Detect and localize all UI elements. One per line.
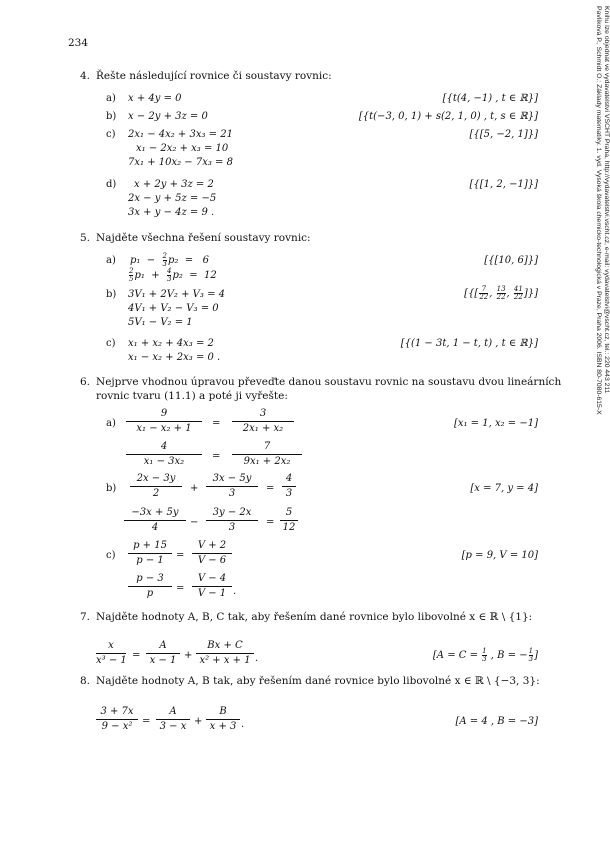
p5b-equation-2: 4V₁ + V₂ − V₃ = 0 xyxy=(128,303,219,314)
p7-lhs: x x³ − 1 xyxy=(96,640,127,666)
equals-sign: = xyxy=(132,650,141,661)
problem-5-text: Najděte všechna řešení soustavy rovnic: xyxy=(96,232,311,244)
p6a-label: a) xyxy=(106,418,116,429)
p6b-eq1-rhs: 4 3 xyxy=(282,473,296,500)
p5b-label: b) xyxy=(106,289,117,300)
equals-sign: = xyxy=(142,716,151,727)
p4a-label: a) xyxy=(106,93,116,104)
problem-6-text-line-1: Nejprve vhodnou úpravou převeďte danou soustavu rovnic na soustavu dvou lineárních xyxy=(96,376,562,388)
p4b-answer: [{t(−3, 0, 1) + s(2, 1, 0) , t, s ∈ ℝ}] xyxy=(358,111,538,122)
problem-8-number: 8. xyxy=(80,675,91,687)
p4c-equation-1: 2x₁ − 4x₂ + 3x₃ = 21 xyxy=(128,129,233,140)
plus-sign: + xyxy=(190,483,199,494)
plus-sign: + xyxy=(194,716,203,727)
p8-answer: [A = 4 , B = −3] xyxy=(455,716,538,727)
problem-6-number: 6. xyxy=(80,376,91,388)
p6c-eq1-rhs: V + 2 V − 6 xyxy=(192,540,232,567)
p6b-eq2-rhs: 5 12 xyxy=(280,507,298,534)
p6c-eq2-rhs: V − 4 V − 1 xyxy=(192,573,232,600)
p8-term-a: A 3 − x xyxy=(156,706,190,733)
p6b-eq2-term1: −3x + 5y 4 xyxy=(124,507,186,534)
p6a-eq1-rhs: 3 2x₁ + x₂ xyxy=(232,408,294,435)
p4d-equation-1: x + 2y + 3z = 2 xyxy=(134,179,214,190)
p5c-equation-1: x₁ + x₂ + 4x₃ = 2 xyxy=(128,338,214,349)
p6c-answer: [p = 9, V = 10] xyxy=(461,550,538,561)
publisher-sidebar xyxy=(592,6,610,606)
problem-4-number: 4. xyxy=(80,70,91,82)
p5c-equation-2: x₁ − x₂ + 2x₃ = 0 . xyxy=(128,352,221,363)
p6b-answer: [x = 7, y = 4] xyxy=(470,483,538,494)
p6a-eq2-rhs: 7 9x₁ + 2x₂ xyxy=(232,441,302,468)
p5a-equation-1: p₁ − $\frac{2}{3}$ p₂ = 6 xyxy=(130,252,210,268)
p4a-answer: [{t(4, −1) , t ∈ ℝ}] xyxy=(442,93,538,104)
p4b-equation: x − 2y + 3z = 0 xyxy=(128,111,208,122)
equals-sign: = xyxy=(212,451,221,462)
p4d-equation-2: 2x − y + 5z = −5 xyxy=(128,193,217,204)
equals-sign: = xyxy=(266,483,275,494)
p8-term-b: B x + 3 xyxy=(206,706,240,733)
p4c-equation-3: 7x₁ + 10x₂ − 7x₃ = 8 xyxy=(128,157,233,168)
equals-sign: = xyxy=(212,418,221,429)
p4d-answer: [{[1, 2, −1]}] xyxy=(469,179,538,190)
p5a-label: a) xyxy=(106,255,116,266)
p5a-answer: [{[10, 6]}] xyxy=(484,255,538,266)
problem-6-text-line-2: rovnic tvaru (11.1) a poté ji vyřešte: xyxy=(96,390,288,402)
p4d-label: d) xyxy=(106,179,117,190)
p5c-label: c) xyxy=(106,338,116,349)
equals-sign: = xyxy=(266,517,275,528)
p6b-eq1-term1: 2x − 3y 2 xyxy=(130,473,182,500)
p4d-equation-3: 3x + y − 4z = 9 . xyxy=(128,207,215,218)
period: . xyxy=(233,586,237,597)
p4b-label: b) xyxy=(106,111,117,122)
period: . xyxy=(241,719,245,730)
p5b-answer: [{[ $\frac{7}{22}$ , $\frac{13}{22}$ , $\frac{41}{22}$ ]}] xyxy=(464,285,538,301)
p6a-answer: [x₁ = 1, x₂ = −1] xyxy=(453,418,538,429)
p4c-answer: [{[5, −2, 1]}] xyxy=(469,129,538,140)
problem-7-text: Najděte hodnoty A, B, C tak, aby řešením dané rovnice bylo libovolné x ∈ ℝ \ {1}: xyxy=(96,611,533,623)
p6c-eq2-lhs: p − 3 p xyxy=(128,573,172,600)
plus-sign: + xyxy=(184,650,193,661)
p8-lhs: 3 + 7x 9 − x² xyxy=(96,706,138,733)
p5c-answer: [{(1 − 3t, 1 − t, t) , t ∈ ℝ}] xyxy=(400,338,538,349)
p7-answer: [A = C = $\frac{1}{3}$ , B = − $\frac{1}{3}$ ] xyxy=(432,647,538,663)
p7-term-a: A x − 1 xyxy=(146,640,180,667)
p7-term-bc: Bx + C x² + x + 1 xyxy=(196,640,254,667)
p6c-label: c) xyxy=(106,550,116,561)
p5a-equation-2: $\frac{2}{5}$ p₁ + $\frac{4}{3}$ p₂ = 12 xyxy=(129,267,217,283)
minus-sign: − xyxy=(190,517,199,528)
p4c-equation-2: x₁ − 2x₂ + x₃ = 10 xyxy=(136,143,229,154)
problem-4-text: Řešte následující rovnice či soustavy rovnic: xyxy=(96,70,332,82)
problem-5-number: 5. xyxy=(80,232,91,244)
problem-7-number: 7. xyxy=(80,611,91,623)
p6b-label: b) xyxy=(106,483,117,494)
p6b-eq1-term2: 3x − 5y 3 xyxy=(206,473,258,500)
p5b-equation-1: 3V₁ + 2V₂ + V₃ = 4 xyxy=(128,289,225,300)
p6a-eq2-lhs: 4 x₁ − 3x₂ xyxy=(126,441,202,468)
sidebar-line-2: Knihu lze objednat ve vydavatelství VŠCHT Praha, http://vydavatelstvi.vscht.cz, e-mail: vydavatelstvi@vscht.cz, tel.: 220 443 211 xyxy=(603,6,610,394)
sidebar-line-1: Pavlíková P., Schmidt O.: Základy matematiky. 1. vyd. Vysoká škola chemicko-technologická v Praze, Praha 2006. ISBN 80-7080-615-X xyxy=(595,6,602,415)
problem-8-text: Najděte hodnoty A, B tak, aby řešením dané rovnice bylo libovolné x ∈ ℝ \ {−3, 3}: xyxy=(96,675,540,687)
p5b-equation-3: 5V₁ − V₂ = 1 xyxy=(128,317,193,328)
p6a-eq1-lhs: 9 x₁ − x₂ + 1 xyxy=(126,408,202,435)
page-number: 234 xyxy=(68,37,89,49)
p4c-label: c) xyxy=(106,129,116,140)
p6c-eq1-lhs: p + 15 p − 1 xyxy=(128,540,172,567)
p4a-equation: x + 4y = 0 xyxy=(128,93,182,104)
period: . xyxy=(255,653,259,664)
p6b-eq2-term2: 3y − 2x 3 xyxy=(206,507,258,534)
equals-sign: = xyxy=(176,583,185,594)
equals-sign: = xyxy=(176,550,185,561)
